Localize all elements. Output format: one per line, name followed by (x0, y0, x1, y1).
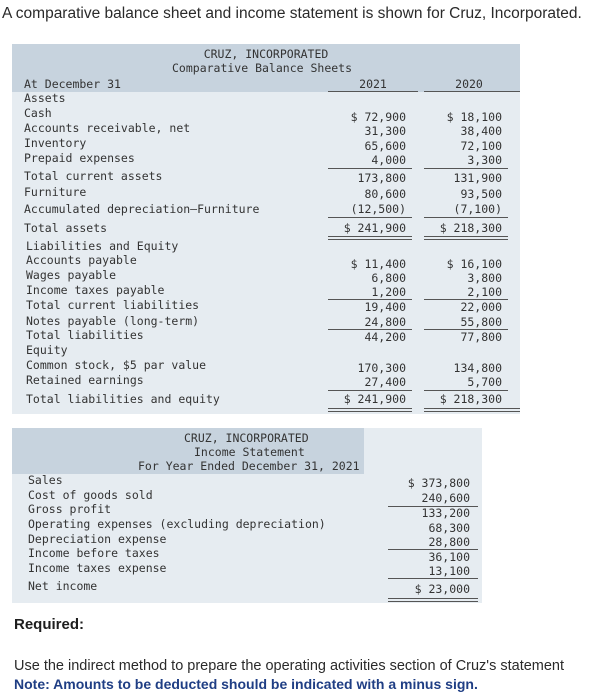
value-2020: 134,800 (453, 361, 502, 375)
value-2020: 55,800 (460, 315, 502, 329)
subtotal-rule (328, 217, 412, 218)
value-2020: 131,900 (453, 171, 502, 185)
value: 28,800 (428, 535, 470, 549)
row-label: Total liabilities (26, 328, 144, 342)
value: $ 373,800 (407, 476, 470, 490)
value-2020: 77,800 (460, 330, 502, 344)
row-label: Net income (28, 579, 98, 593)
value-2021: 44,200 (364, 330, 406, 344)
value-2021: 6,800 (371, 271, 406, 285)
total-double-rule (328, 408, 412, 412)
value: $ 23,000 (414, 582, 470, 596)
total-double-rule (388, 598, 478, 602)
row-label: Total current assets (24, 169, 163, 183)
value-2020: 38,400 (460, 124, 502, 138)
row-label: Income before taxes (28, 546, 160, 560)
value-2021: 170,300 (357, 361, 406, 375)
row-label: Total liabilities and equity (26, 392, 220, 406)
value-2020: $ 16,100 (446, 257, 502, 271)
row-label: Accounts receivable, net (24, 121, 191, 135)
value-2021: 1,200 (371, 285, 406, 299)
income-statement-panel (12, 428, 482, 603)
value-2021: 19,400 (364, 300, 406, 314)
value-2020: 2,100 (467, 285, 502, 299)
value: 240,600 (421, 491, 470, 505)
equity-heading: Equity (26, 343, 68, 357)
row-label: Cost of goods sold (28, 488, 153, 502)
value-2020: 3,300 (467, 153, 502, 167)
row-label: Cash (24, 106, 52, 120)
value-2021: 173,800 (357, 171, 406, 185)
value-2021: $ 11,400 (350, 257, 406, 271)
is-title: Income Statement (194, 445, 305, 459)
row-label: Common stock, $5 par value (26, 358, 207, 372)
subtotal-rule (424, 390, 508, 391)
subtotal-rule (388, 578, 478, 579)
value-2021: 65,600 (364, 139, 406, 153)
row-label: Operating expenses (excluding depreciation) (28, 517, 326, 531)
value-2021: 80,600 (364, 187, 406, 201)
row-label: Total assets (24, 221, 108, 235)
value-2021: $ 241,900 (343, 221, 406, 235)
value-2021: $ 72,900 (350, 110, 406, 124)
value-2020: $ 218,300 (439, 221, 502, 235)
value-2021: (12,500) (350, 202, 406, 216)
total-double-rule (424, 408, 520, 412)
value-2020: (7,100) (453, 202, 502, 216)
value-2021: 31,300 (364, 124, 406, 138)
row-label: Income taxes payable (26, 283, 165, 297)
row-label: Accumulated depreciation—Furniture (24, 202, 260, 216)
bs-company-name: CRUZ, INCORPORATED (203, 47, 329, 61)
intro-text: A comparative balance sheet and income statement is shown for Cruz, Incorporated. (2, 5, 582, 22)
value-2021: 4,000 (371, 153, 406, 167)
row-label: Retained earnings (26, 373, 144, 387)
row-label: Inventory (24, 136, 87, 150)
value-2021: 27,400 (364, 375, 406, 389)
col-rule (328, 91, 418, 92)
total-double-rule (424, 236, 508, 240)
liabilities-heading: Liabilities and Equity (26, 239, 179, 253)
row-label: Gross profit (28, 502, 112, 516)
row-label: Accounts payable (26, 253, 137, 267)
value: 133,200 (421, 506, 470, 520)
row-label: Income taxes expense (28, 561, 167, 575)
is-period: For Year Ended December 31, 2021 (138, 459, 360, 473)
subtotal-rule (424, 217, 508, 218)
required-label: Required: (14, 616, 85, 633)
value: 13,100 (428, 564, 470, 578)
value-2021: 24,800 (364, 315, 406, 329)
row-label: Prepaid expenses (24, 151, 135, 165)
value-2020: 3,800 (467, 271, 502, 285)
value-2020: 22,000 (460, 300, 502, 314)
bs-col-2020: 2020 (455, 77, 483, 91)
row-label: Depreciation expense (28, 532, 167, 546)
bs-title: Comparative Balance Sheets (172, 61, 353, 75)
note-text: Note: Amounts to be deducted should be indicated with a minus sign. (14, 676, 478, 692)
assets-heading: Assets (24, 91, 66, 105)
instruction-text: Use the indirect method to prepare the operating activities section of Cruz's statement (14, 658, 565, 674)
subtotal-rule (328, 390, 412, 391)
value: 36,100 (428, 550, 470, 564)
row-label: Wages payable (26, 268, 117, 282)
value: 68,300 (428, 521, 470, 535)
bs-header-label: At December 31 (24, 77, 121, 91)
value-2020: 5,700 (467, 375, 502, 389)
row-label: Notes payable (long-term) (26, 314, 200, 328)
subtotal-rule (328, 168, 412, 169)
bs-col-2021: 2021 (359, 77, 387, 91)
is-company-name: CRUZ, INCORPORATED (184, 431, 309, 445)
col-rule (424, 91, 520, 92)
row-label: Total current liabilities (26, 298, 200, 312)
value-2020: $ 18,100 (446, 110, 502, 124)
total-double-rule (328, 236, 412, 240)
value-2021: $ 241,900 (343, 392, 406, 406)
value-2020: 72,100 (460, 139, 502, 153)
row-label: Sales (28, 473, 63, 487)
subtotal-rule (424, 168, 508, 169)
row-label: Furniture (24, 185, 87, 199)
value-2020: 93,500 (460, 187, 502, 201)
balance-sheet-panel (12, 44, 520, 414)
value-2020: $ 218,300 (439, 392, 502, 406)
